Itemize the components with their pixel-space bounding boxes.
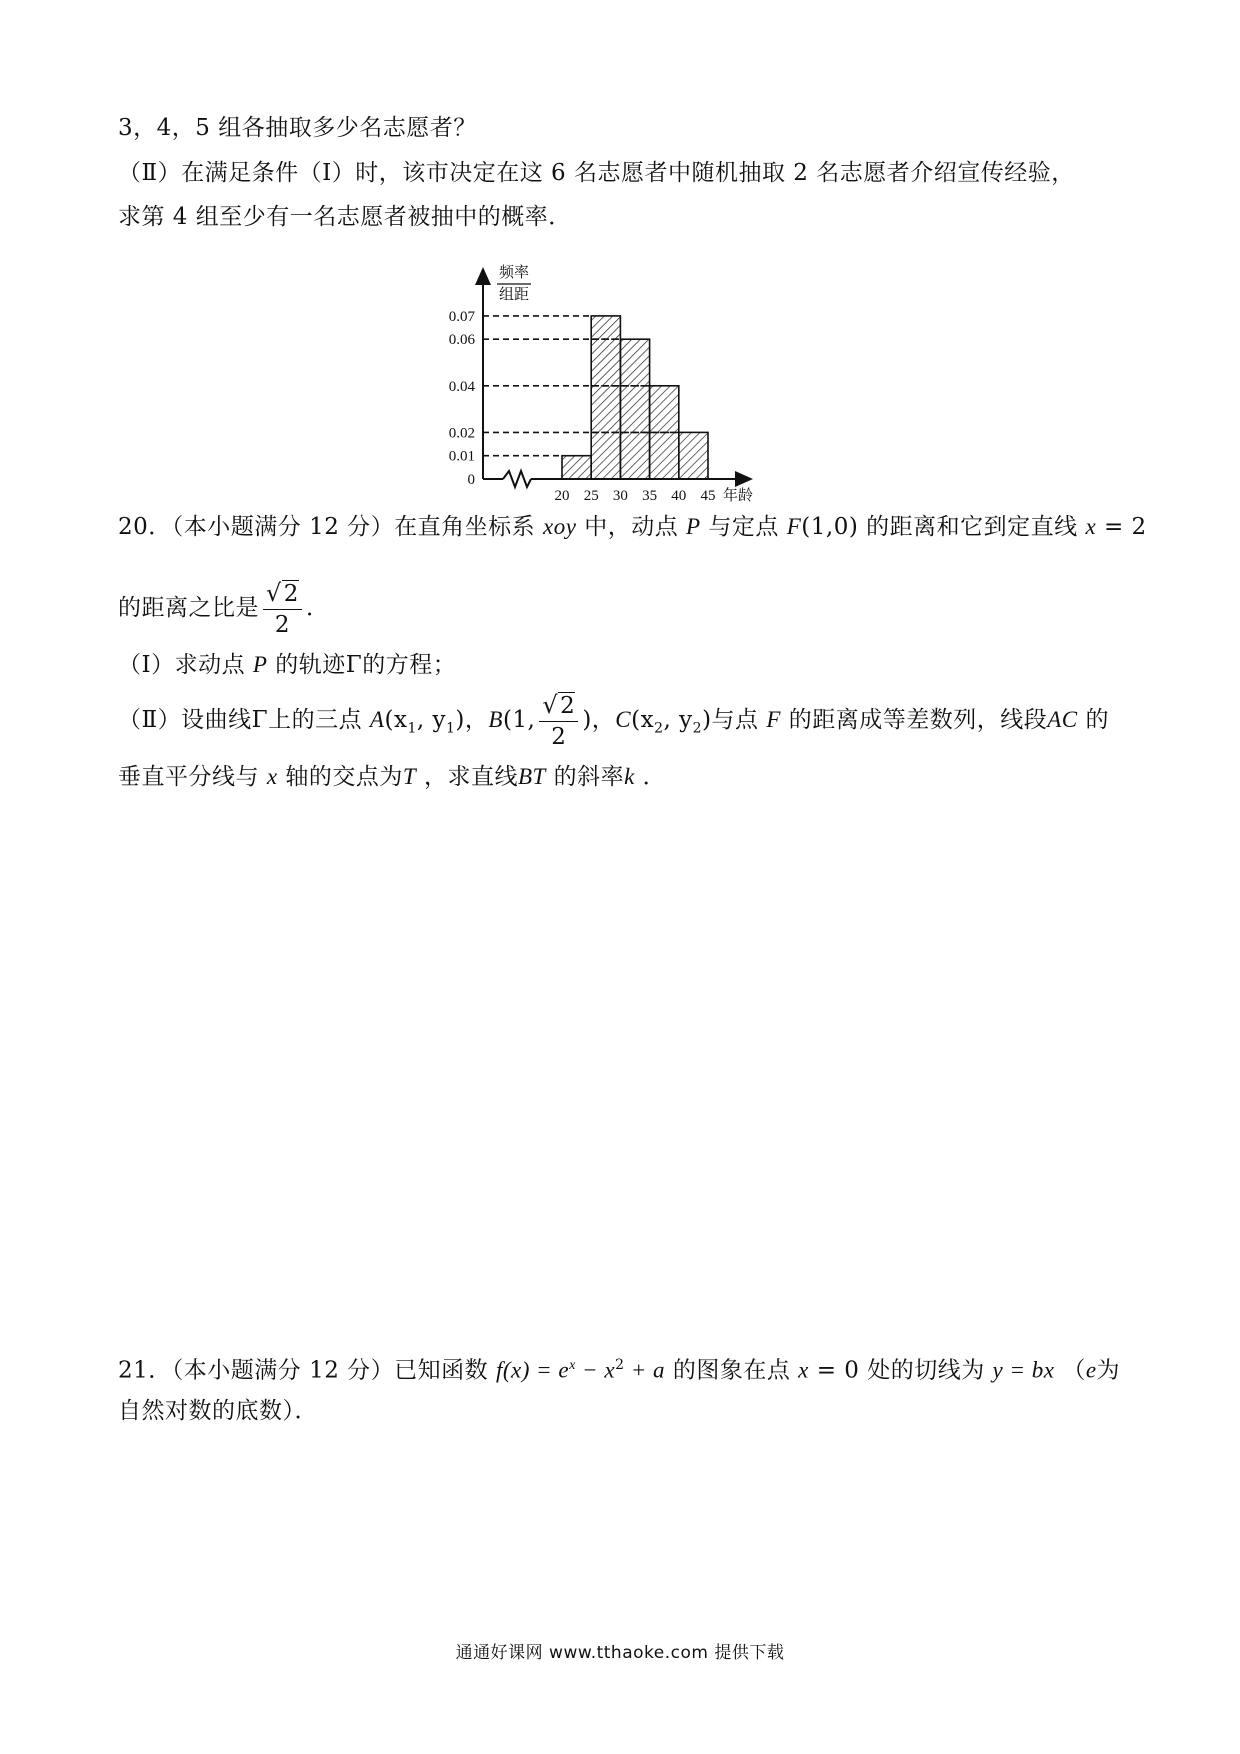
histogram-chart bbox=[435, 255, 754, 504]
point-eq0: = 0 bbox=[808, 1357, 860, 1384]
part1-P: P bbox=[252, 652, 268, 677]
point-C-close: ) bbox=[702, 707, 712, 733]
y-tick-label: 0.01 bbox=[448, 448, 475, 465]
y-tick-label: 0.02 bbox=[448, 425, 475, 442]
problem20-number: 20． bbox=[118, 514, 172, 540]
point-x0: x bbox=[798, 1357, 809, 1383]
x-axis-label: 年龄 bbox=[722, 486, 754, 504]
problem20-last-line bbox=[118, 762, 666, 792]
segment-AC: AC bbox=[1047, 707, 1078, 732]
problem20-P: P bbox=[686, 514, 701, 539]
point-B-open: (1, bbox=[502, 707, 536, 733]
point-C-mid: , y bbox=[663, 707, 693, 733]
point-C-sub2: 2 bbox=[692, 720, 703, 737]
problem20-xoy: xoy bbox=[542, 514, 577, 539]
constant-e: e bbox=[1085, 1357, 1097, 1383]
problem20-text3: 与定点 bbox=[708, 514, 779, 540]
part2-gamma: Γ bbox=[251, 707, 269, 733]
problem19-line1 bbox=[118, 113, 477, 143]
comma-2: ， bbox=[591, 707, 616, 733]
point-T: T bbox=[402, 764, 417, 789]
part2-text3: 的距离成等差数列，线段 bbox=[788, 707, 1048, 733]
problem21-text5: 为 bbox=[1096, 1357, 1121, 1384]
point-C-sub1: 2 bbox=[654, 720, 664, 737]
sqrt-sign: √ bbox=[266, 579, 282, 607]
last-line-text4: 的斜率 bbox=[553, 764, 625, 790]
point-B-fraction bbox=[539, 693, 578, 749]
problem21-text3: 处的切线为 bbox=[867, 1357, 985, 1384]
x-tick-label: 20 bbox=[554, 488, 570, 504]
point-C: C bbox=[615, 707, 632, 732]
histogram-bar bbox=[679, 432, 708, 479]
point-B: B bbox=[488, 707, 503, 732]
problem20-line1 bbox=[118, 512, 1147, 542]
page-footer bbox=[0, 1638, 1240, 1663]
comma-1: ， bbox=[464, 707, 489, 733]
point-A-close: ) bbox=[455, 707, 465, 733]
x-tick-label: 40 bbox=[671, 488, 687, 504]
point-C-open: (x bbox=[631, 707, 655, 733]
part1-prefix: （Ⅰ）求动点 bbox=[118, 652, 246, 678]
point-A-mid: , y bbox=[416, 707, 446, 733]
x-axis-var: x bbox=[266, 764, 278, 789]
point-A: A bbox=[369, 707, 385, 732]
problem21-line2-text: 自然对数的底数）． bbox=[118, 1398, 318, 1424]
part2-text2: 与点 bbox=[711, 707, 759, 733]
problem20-text4: 的距离和它到定直线 bbox=[866, 514, 1078, 540]
axis-break bbox=[503, 471, 531, 487]
histogram-bar bbox=[562, 456, 591, 479]
y-axis-label-bottom: 组距 bbox=[498, 285, 530, 303]
point-A-sub1: 1 bbox=[407, 720, 417, 737]
slope-k: k bbox=[624, 764, 635, 789]
histogram-bar bbox=[620, 339, 649, 479]
problem21-score: （本小题满分 12 分） bbox=[171, 1357, 395, 1384]
part2-text4: 的 bbox=[1085, 707, 1109, 733]
problem20-part1 bbox=[118, 650, 456, 680]
problem20-score: （本小题满分 12 分） bbox=[171, 514, 395, 540]
point-B-close: ) bbox=[582, 707, 592, 733]
footer-text: 通通好课网 www.tthaoke.com 提供下载 bbox=[455, 1643, 785, 1663]
histogram-bar bbox=[650, 386, 679, 479]
sqrt-sign-b: √ bbox=[542, 691, 559, 719]
x-tick-label: 35 bbox=[642, 488, 658, 504]
x-tick-label: 45 bbox=[700, 488, 716, 504]
problem20-text6: ． bbox=[305, 595, 330, 621]
exp-2: 2 bbox=[615, 1357, 625, 1373]
last-line-text1: 垂直平分线与 bbox=[118, 764, 259, 790]
last-line-text2: 轴的交点为 bbox=[285, 764, 403, 790]
line-BT: BT bbox=[517, 764, 546, 789]
problem20-eq2: = 2 bbox=[1096, 514, 1147, 540]
problem20-part2 bbox=[118, 690, 1109, 759]
part2-F: F bbox=[766, 707, 781, 732]
part1-mid: 的轨迹 bbox=[275, 652, 346, 678]
problem21-line1 bbox=[118, 1350, 1120, 1386]
problem19-line2 bbox=[118, 158, 1075, 188]
histogram-bar bbox=[591, 316, 620, 479]
problem20-text5: 的距离之比是 bbox=[118, 595, 259, 621]
tangent-bx: = bx bbox=[1003, 1357, 1055, 1383]
func-minus: − x bbox=[575, 1357, 616, 1383]
x-tick-label: 25 bbox=[583, 488, 599, 504]
last-line-text3: ，求直线 bbox=[423, 764, 518, 790]
origin-label: 0 bbox=[467, 472, 475, 488]
ratio-fraction bbox=[263, 581, 302, 637]
point-A-sub2: 1 bbox=[445, 720, 456, 737]
func-fx: (x) = e bbox=[502, 1357, 570, 1383]
part1-end: 的方程； bbox=[362, 652, 457, 678]
problem21-line2 bbox=[118, 1396, 318, 1426]
problem21-text2: 的图象在点 bbox=[672, 1357, 791, 1384]
part2-prefix: （Ⅱ）设曲线 bbox=[118, 707, 252, 733]
y-tick-label: 0.07 bbox=[448, 308, 475, 325]
problem20-F-args: (1,0) bbox=[801, 514, 859, 540]
y-axis-label-top: 频率 bbox=[498, 263, 530, 281]
problem19-line3 bbox=[118, 202, 572, 232]
problem19-line2-text: （Ⅱ）在满足条件（Ⅰ）时，该市决定在这 6 名志愿者中随机抽取 2 名志愿者介绍宣传经验， bbox=[118, 160, 1075, 186]
y-tick-label: 0.04 bbox=[448, 378, 475, 395]
problem20-x: x bbox=[1085, 514, 1097, 539]
problem20-line2 bbox=[118, 578, 329, 638]
y-tick-label: 0.06 bbox=[448, 332, 475, 349]
func-plus-a: + a bbox=[624, 1357, 666, 1383]
problem19-line3-text: 求第 4 组至少有一名志愿者被抽中的概率． bbox=[118, 204, 572, 230]
problem21-number: 21． bbox=[118, 1357, 172, 1384]
part1-gamma: Γ bbox=[345, 652, 363, 678]
func-f: f bbox=[495, 1357, 503, 1383]
problem19-line1-text: 3，4，5 组各抽取多少名志愿者？ bbox=[118, 115, 477, 141]
problem20-text2: 中，动点 bbox=[584, 514, 679, 540]
point-A-open: (x bbox=[384, 707, 408, 733]
exp-x: x bbox=[569, 1358, 576, 1373]
problem20-F: F bbox=[786, 514, 802, 539]
last-line-text5: ． bbox=[642, 764, 667, 790]
problem20-text1: 在直角坐标系 bbox=[394, 514, 536, 540]
point-B-denominator: 2 bbox=[551, 724, 567, 750]
tangent-y: y bbox=[992, 1357, 1004, 1383]
problem21-text4: （ bbox=[1062, 1357, 1086, 1384]
point-B-numerator: 2 bbox=[560, 693, 576, 719]
part2-text1: 上的三点 bbox=[268, 707, 363, 733]
ratio-numerator: 2 bbox=[283, 581, 299, 607]
x-tick-label: 30 bbox=[612, 488, 628, 504]
ratio-denominator: 2 bbox=[274, 612, 291, 638]
problem21-text1: 已知函数 bbox=[394, 1357, 489, 1384]
